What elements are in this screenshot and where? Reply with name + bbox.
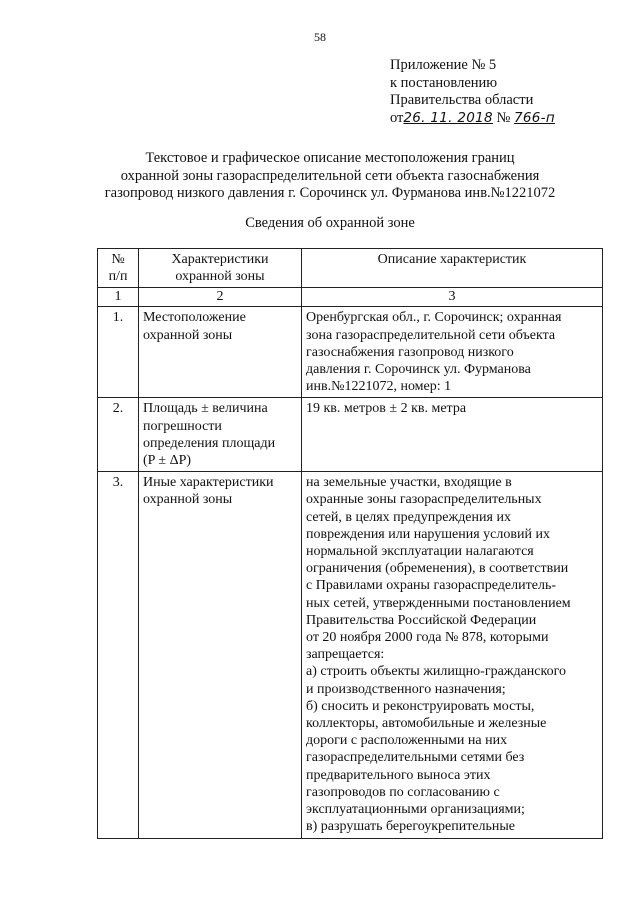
number-label: №	[496, 109, 511, 126]
row-number: 1.	[98, 307, 139, 398]
zone-info-table	[97, 248, 603, 839]
from-label: от	[390, 109, 404, 126]
row-description: 19 кв. метров ± 2 кв. метра	[302, 398, 603, 472]
row-characteristic: Площадь ± величина погрешности определения площади (P ± ΔP)	[139, 398, 302, 472]
section-subtitle: Сведения об охранной зоне	[245, 215, 415, 231]
table-row	[98, 472, 603, 838]
row-description: Оренбургская обл., г. Сорочинск; охранная зона газораспределительной сети объекта газоснабжения газопровод низкого давления г. Сорочинск ул. Фурманова инв.№1221072, номер: 1	[302, 307, 603, 398]
handwritten-date: 26. 11. 2018	[403, 109, 493, 126]
table-row	[98, 398, 603, 472]
column-number-3: 3	[302, 288, 603, 307]
title-line-1: Текстовое и графическое описание местоположения границ	[145, 150, 515, 166]
table-row	[98, 307, 603, 398]
title-line-3: газопровод низкого давления г. Сорочинск ул. Фурманова инв.№1221072	[104, 185, 556, 201]
row-number: 3.	[98, 472, 139, 838]
appendix-line-3: Правительства области	[390, 92, 534, 108]
row-description: на земельные участки, входящие в охранные зоны газораспределительных сетей, в целях предупреждения их повреждения или нарушения условий их нормальной эксплуатации налагаются ограничения (обременения), в соответствии с Правилами охраны газораспределитель- ных сетей, утвержденными постановлением Правительства Российской Федерации от 20 ноября 2000 года № 878, которыми запрещается: а) строить объекты жилищно-гражданского и производственного назначения; б) сносить и реконструировать мосты, коллекторы, автомобильные и железные дороги с расположенными на них газораспределительными сетями без предварительного выноса этих газопроводов по согласованию с эксплуатационными организациями; в) разрушать берегоукрепительные	[302, 472, 603, 838]
header-description: Описание характеристик	[302, 249, 603, 288]
document-title	[60, 150, 600, 203]
appendix-block	[390, 57, 555, 127]
table-header-row	[98, 249, 603, 288]
page-number: 58	[314, 30, 326, 44]
appendix-line-1: Приложение № 5	[390, 57, 497, 73]
handwritten-number: 766-п	[513, 109, 555, 126]
header-characteristics: Характеристики охранной зоны	[139, 249, 302, 288]
column-number-1: 1	[98, 288, 139, 307]
appendix-date-line	[390, 110, 555, 128]
column-number-2: 2	[139, 288, 302, 307]
row-characteristic: Местоположение охранной зоны	[139, 307, 302, 398]
header-number: № п/п	[98, 249, 139, 288]
row-characteristic: Иные характеристики охранной зоны	[139, 472, 302, 838]
appendix-line-2: к постановлению	[390, 74, 498, 91]
title-line-2: охранной зоны газораспределительной сети объекта газоснабжения	[120, 167, 540, 184]
table-numbering-row	[98, 288, 603, 307]
row-number: 2.	[98, 398, 139, 472]
